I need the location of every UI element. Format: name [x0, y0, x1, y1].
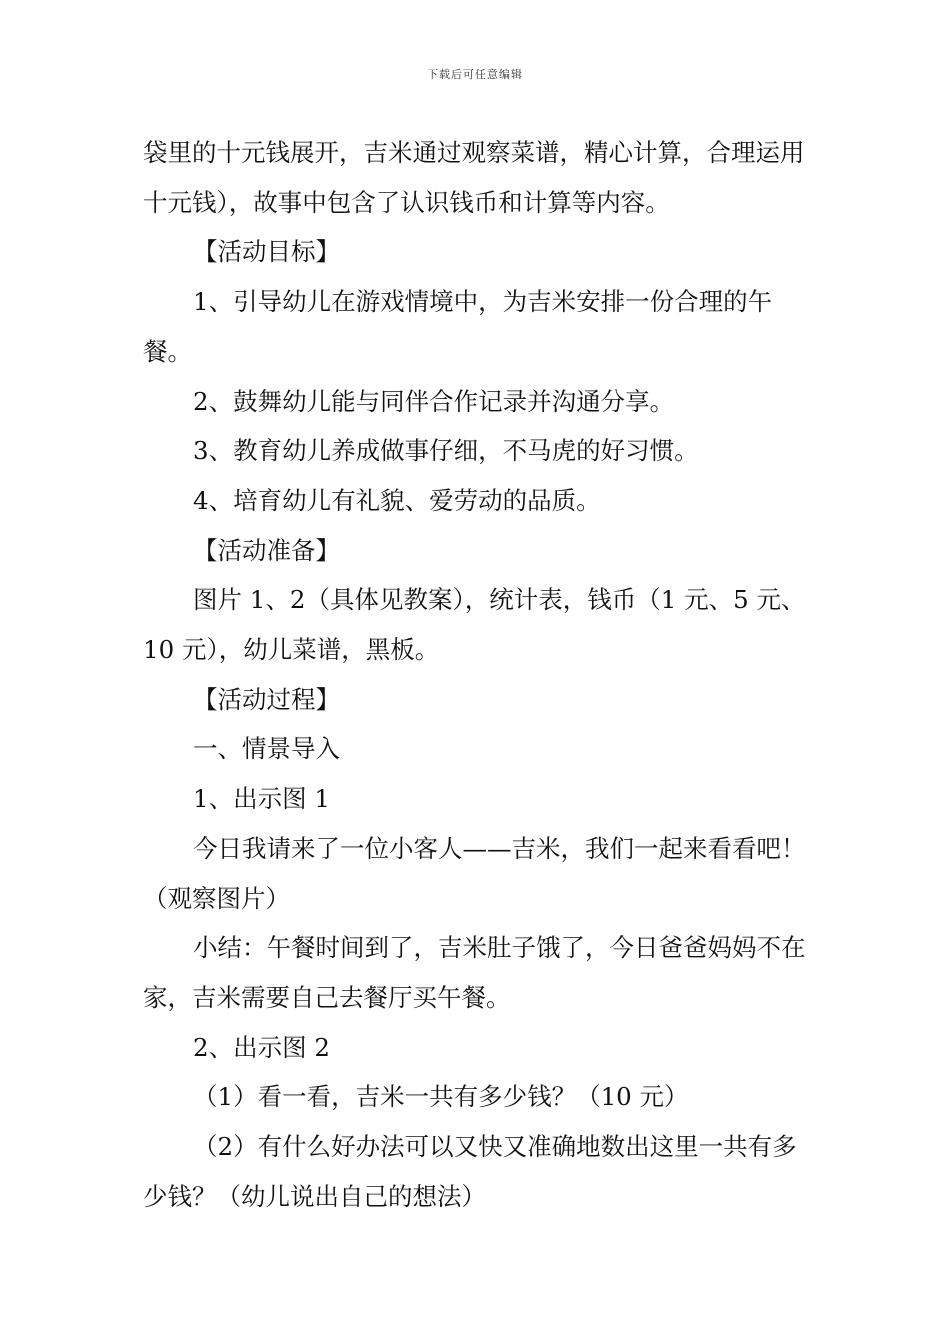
goal-item-4: 4、培育幼儿有礼貌、爱劳动的品质。 — [193, 485, 601, 515]
section-heading-process: 【活动过程】 — [193, 684, 340, 714]
process-step-title: 一、情景导入 — [193, 734, 340, 764]
goal-item-1: 1、引导幼儿在游戏情境中，为吉米安排一份合理的午餐。 — [143, 287, 773, 366]
process-substep-2: 2、出示图 2 — [193, 1032, 330, 1062]
document-body — [143, 128, 813, 1221]
goal-item-2: 2、鼓舞幼儿能与同伴合作记录并沟通分享。 — [193, 386, 675, 416]
process-summary: 小结：午餐时间到了，吉米肚子饿了，今日爸爸妈妈不在家，吉米需要自己去餐厅买午餐。 — [143, 933, 806, 1012]
process-substep-1: 1、出示图 1 — [193, 784, 330, 814]
preparation-text: 图片 1、2（具体见教案），统计表，钱币（1 元、5 元、10 元），幼儿菜谱，黑板。 — [143, 585, 806, 665]
section-heading-goals: 【活动目标】 — [193, 237, 340, 267]
process-text-intro: 今日我请来了一位小客人——吉米，我们一起来看看吧！（观察图片） — [143, 833, 806, 913]
section-heading-preparation: 【活动准备】 — [193, 535, 340, 565]
paragraph-continuation: 袋里的十元钱展开，吉米通过观察菜谱，精心计算，合理运用十元钱），故事中包含了认识钱币和计算等内容。 — [143, 138, 805, 217]
page-header: 下载后可任意编辑 — [427, 68, 523, 81]
goal-item-3: 3、教育幼儿养成做事仔细，不马虎的好习惯。 — [193, 436, 699, 466]
question-1: （1）看一看，吉米一共有多少钱？（10 元） — [193, 1082, 689, 1112]
question-2: （2）有什么好办法可以又快又准确地数出这里一共有多少钱？（幼儿说出自己的想法） — [143, 1132, 797, 1211]
